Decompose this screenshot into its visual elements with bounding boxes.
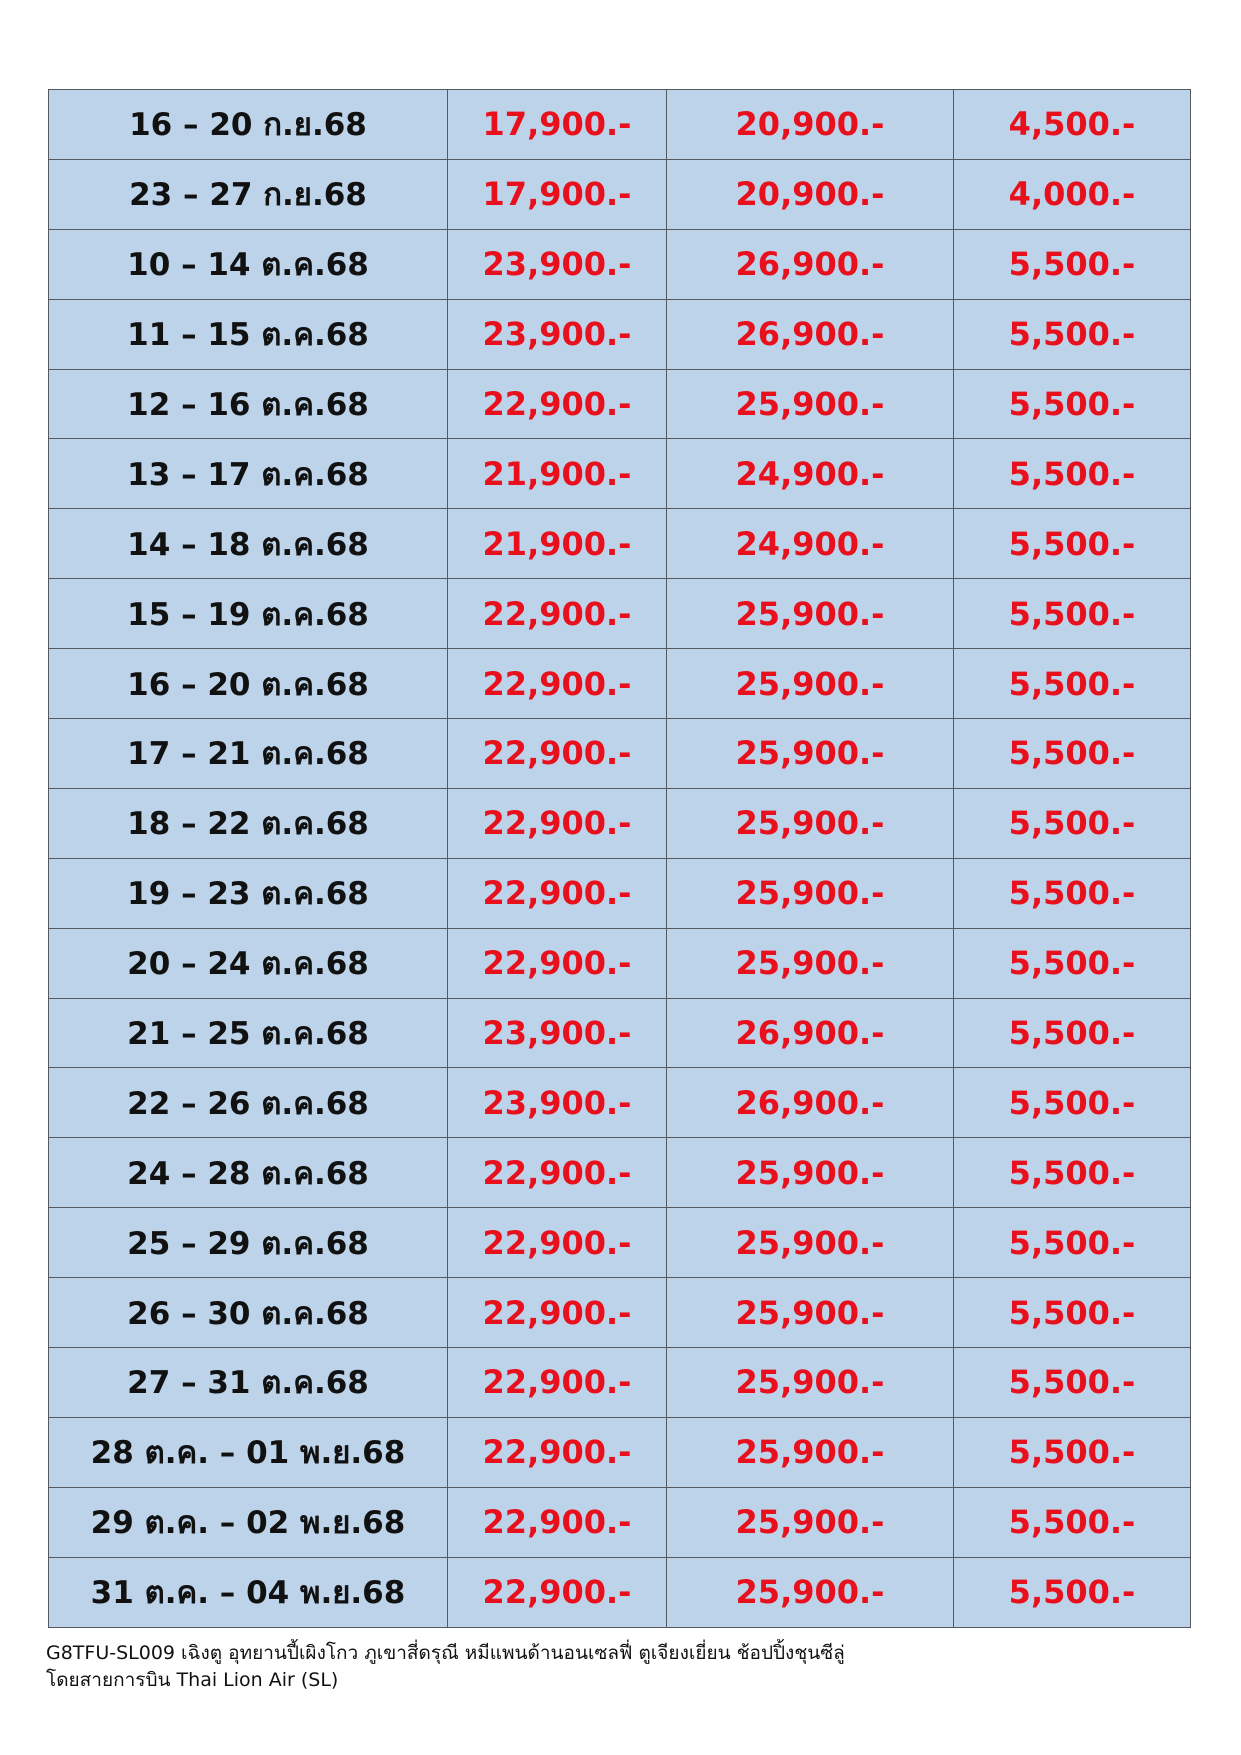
price-cell-1: 23,900.-: [448, 1068, 667, 1138]
price-cell-1: 23,900.-: [448, 998, 667, 1068]
price-cell-2: 20,900.-: [667, 90, 954, 160]
table-row: [49, 90, 1191, 160]
price-cell-2: 25,900.-: [667, 1348, 954, 1418]
price-cell-1: 22,900.-: [448, 1417, 667, 1487]
price-cell-3: 5,500.-: [954, 788, 1191, 858]
price-cell-3: 5,500.-: [954, 649, 1191, 719]
price-cell-1: 17,900.-: [448, 90, 667, 160]
price-cell-2: 26,900.-: [667, 229, 954, 299]
price-cell-1: 22,900.-: [448, 858, 667, 928]
date-cell: 28 ต.ค. – 01 พ.ย.68: [49, 1417, 448, 1487]
footer-airline: โดยสายการบิน Thai Lion Air (SL): [46, 1669, 339, 1691]
table-row: [49, 1068, 1191, 1138]
footer: [46, 1640, 845, 1694]
price-cell-1: 23,900.-: [448, 299, 667, 369]
footer-tour-title: G8TFU-SL009 เฉิงตู อุทยานปี้เผิงโกว ภูเขาสี่ดรุณี หมีแพนด้านอนเซลฟี่ ตูเจียงเยี่ยน ช้อปปิ้งชุนซีลู่: [46, 1642, 845, 1664]
price-cell-1: 22,900.-: [448, 1348, 667, 1418]
price-cell-1: 17,900.-: [448, 159, 667, 229]
table-row: [49, 858, 1191, 928]
price-cell-2: 25,900.-: [667, 1138, 954, 1208]
date-cell: 31 ต.ค. – 04 พ.ย.68: [49, 1557, 448, 1627]
price-cell-3: 5,500.-: [954, 719, 1191, 789]
price-cell-3: 5,500.-: [954, 229, 1191, 299]
price-cell-3: 5,500.-: [954, 439, 1191, 509]
table-row: [49, 998, 1191, 1068]
date-cell: 23 – 27 ก.ย.68: [49, 159, 448, 229]
price-cell-2: 25,900.-: [667, 719, 954, 789]
date-cell: 24 – 28 ต.ค.68: [49, 1138, 448, 1208]
price-cell-1: 22,900.-: [448, 1278, 667, 1348]
table-row: [49, 1278, 1191, 1348]
date-cell: 19 – 23 ต.ค.68: [49, 858, 448, 928]
table-row: [49, 1208, 1191, 1278]
price-cell-1: 22,900.-: [448, 788, 667, 858]
date-cell: 20 – 24 ต.ค.68: [49, 928, 448, 998]
price-cell-2: 26,900.-: [667, 1068, 954, 1138]
table-row: [49, 159, 1191, 229]
price-cell-2: 25,900.-: [667, 369, 954, 439]
price-cell-2: 24,900.-: [667, 509, 954, 579]
date-cell: 18 – 22 ต.ค.68: [49, 788, 448, 858]
price-table: [48, 89, 1191, 1628]
price-cell-1: 21,900.-: [448, 509, 667, 579]
price-cell-2: 24,900.-: [667, 439, 954, 509]
price-cell-2: 26,900.-: [667, 299, 954, 369]
price-cell-2: 25,900.-: [667, 1208, 954, 1278]
table-row: [49, 1348, 1191, 1418]
price-cell-3: 5,500.-: [954, 579, 1191, 649]
price-cell-2: 20,900.-: [667, 159, 954, 229]
date-cell: 15 – 19 ต.ค.68: [49, 579, 448, 649]
price-cell-1: 22,900.-: [448, 1557, 667, 1627]
table-row: [49, 1487, 1191, 1557]
price-cell-3: 5,500.-: [954, 1068, 1191, 1138]
price-cell-3: 5,500.-: [954, 1557, 1191, 1627]
table-row: [49, 1417, 1191, 1487]
price-cell-2: 25,900.-: [667, 1278, 954, 1348]
price-cell-3: 4,500.-: [954, 90, 1191, 160]
price-cell-3: 5,500.-: [954, 928, 1191, 998]
date-cell: 22 – 26 ต.ค.68: [49, 1068, 448, 1138]
table-row: [49, 299, 1191, 369]
price-cell-1: 22,900.-: [448, 1208, 667, 1278]
date-cell: 27 – 31 ต.ค.68: [49, 1348, 448, 1418]
date-cell: 14 – 18 ต.ค.68: [49, 509, 448, 579]
date-cell: 13 – 17 ต.ค.68: [49, 439, 448, 509]
table-row: [49, 509, 1191, 579]
date-cell: 21 – 25 ต.ค.68: [49, 998, 448, 1068]
price-cell-1: 22,900.-: [448, 649, 667, 719]
date-cell: 11 – 15 ต.ค.68: [49, 299, 448, 369]
price-cell-2: 25,900.-: [667, 649, 954, 719]
price-cell-1: 22,900.-: [448, 369, 667, 439]
price-cell-1: 23,900.-: [448, 229, 667, 299]
table-row: [49, 719, 1191, 789]
price-cell-1: 22,900.-: [448, 928, 667, 998]
price-cell-3: 4,000.-: [954, 159, 1191, 229]
date-cell: 10 – 14 ต.ค.68: [49, 229, 448, 299]
price-cell-3: 5,500.-: [954, 509, 1191, 579]
date-cell: 16 – 20 ต.ค.68: [49, 649, 448, 719]
price-cell-2: 25,900.-: [667, 858, 954, 928]
price-cell-3: 5,500.-: [954, 1138, 1191, 1208]
date-cell: 29 ต.ค. – 02 พ.ย.68: [49, 1487, 448, 1557]
price-cell-1: 22,900.-: [448, 579, 667, 649]
date-cell: 17 – 21 ต.ค.68: [49, 719, 448, 789]
price-cell-3: 5,500.-: [954, 1487, 1191, 1557]
price-cell-3: 5,500.-: [954, 1348, 1191, 1418]
price-cell-1: 22,900.-: [448, 1138, 667, 1208]
table-row: [49, 229, 1191, 299]
table-row: [49, 369, 1191, 439]
price-table-body: [49, 90, 1191, 1628]
price-cell-3: 5,500.-: [954, 369, 1191, 439]
date-cell: 12 – 16 ต.ค.68: [49, 369, 448, 439]
price-cell-1: 21,900.-: [448, 439, 667, 509]
price-cell-2: 25,900.-: [667, 928, 954, 998]
price-cell-3: 5,500.-: [954, 1417, 1191, 1487]
price-cell-3: 5,500.-: [954, 858, 1191, 928]
price-cell-3: 5,500.-: [954, 299, 1191, 369]
price-cell-2: 25,900.-: [667, 579, 954, 649]
table-row: [49, 439, 1191, 509]
table-row: [49, 649, 1191, 719]
price-cell-2: 25,900.-: [667, 1557, 954, 1627]
table-row: [49, 1138, 1191, 1208]
price-cell-1: 22,900.-: [448, 719, 667, 789]
price-cell-1: 22,900.-: [448, 1487, 667, 1557]
price-cell-3: 5,500.-: [954, 998, 1191, 1068]
price-cell-2: 26,900.-: [667, 998, 954, 1068]
price-cell-2: 25,900.-: [667, 1487, 954, 1557]
table-row: [49, 928, 1191, 998]
date-cell: 16 – 20 ก.ย.68: [49, 90, 448, 160]
price-cell-2: 25,900.-: [667, 1417, 954, 1487]
date-cell: 26 – 30 ต.ค.68: [49, 1278, 448, 1348]
price-cell-3: 5,500.-: [954, 1278, 1191, 1348]
price-cell-3: 5,500.-: [954, 1208, 1191, 1278]
price-cell-2: 25,900.-: [667, 788, 954, 858]
date-cell: 25 – 29 ต.ค.68: [49, 1208, 448, 1278]
table-row: [49, 1557, 1191, 1627]
table-row: [49, 788, 1191, 858]
table-row: [49, 579, 1191, 649]
